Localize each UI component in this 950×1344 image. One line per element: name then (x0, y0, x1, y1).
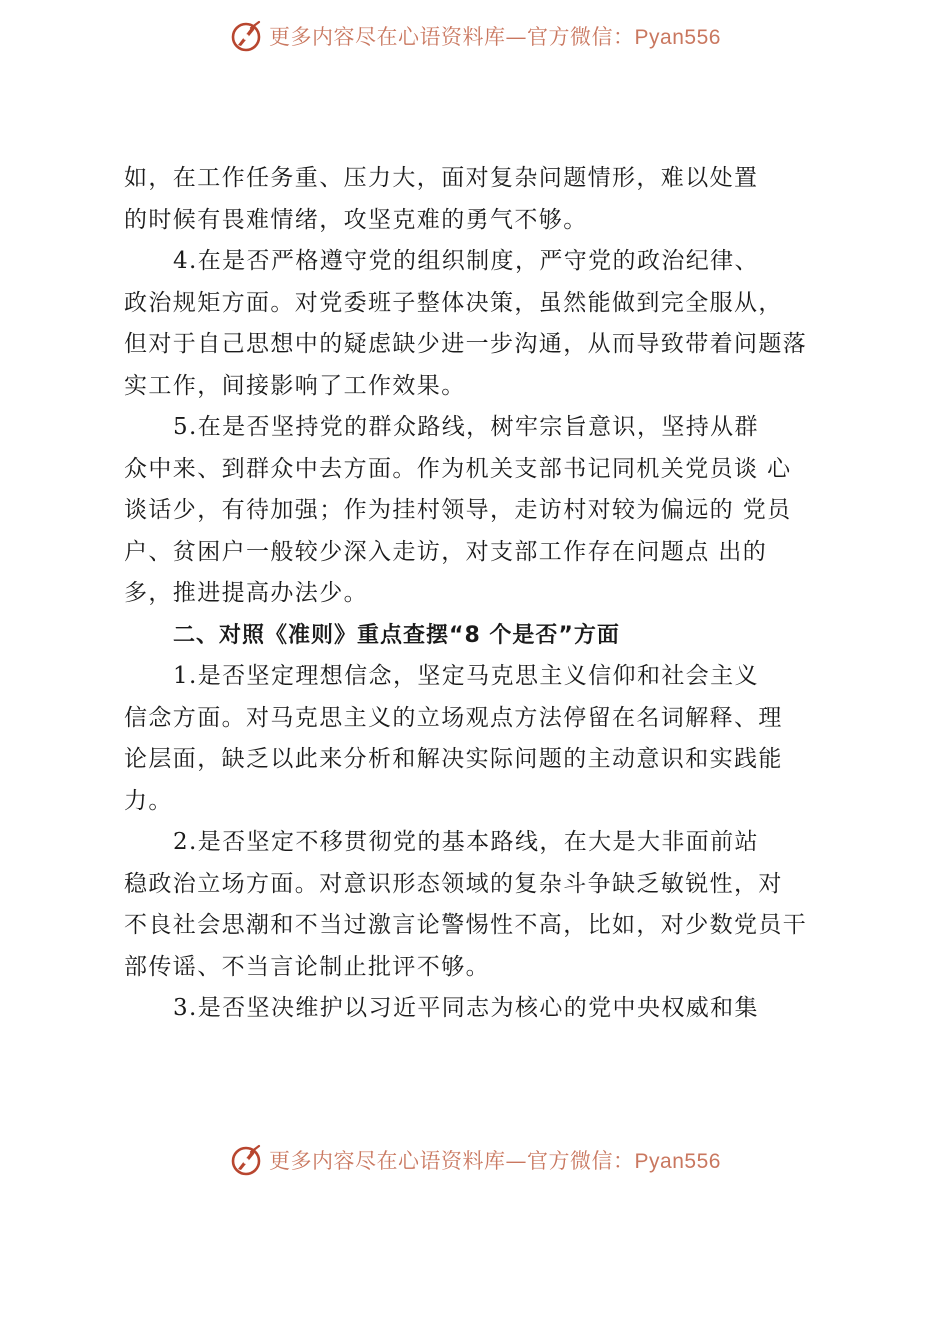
text-line: 但对于自己思想中的疑虑缺少进一步沟通，从而导致带着问题落 (124, 331, 808, 357)
text-line: 2.是否坚定不移贯彻党的基本路线，在大是大非面前站 (173, 829, 759, 855)
text-line: 不良社会思潮和不当过激言论警惕性不高，比如，对少数党员干 (124, 912, 808, 938)
text-line: 政治规矩方面。对党委班子整体决策，虽然能做到完全服从， (124, 289, 783, 316)
text-line: 稳政治立场方面。对意识形态领域的复杂斗争缺乏敏锐性，对 (124, 870, 783, 897)
text-line: 1.是否坚定理想信念，坚定马克思主义信仰和社会主义 (173, 663, 759, 689)
pen-nib-logo-icon (229, 18, 265, 54)
text-line: 5.在是否坚持党的群众路线，树牢宗旨意识，坚持从群 (173, 414, 759, 440)
text-line: 谈话少，有待加强；作为挂村领导，走访村对较为偏远的 党员 (124, 497, 792, 523)
footer-watermark (0, 1138, 950, 1182)
document-body (124, 158, 830, 1030)
header-watermark (0, 14, 950, 58)
text-line: 4.在是否严格遵守党的组织制度，严守党的政治纪律、 (173, 248, 759, 274)
text-line: 的时候有畏难情绪，攻坚克难的勇气不够。 (124, 206, 588, 233)
pen-nib-logo-icon (229, 1142, 265, 1178)
text-line: 实工作，间接影响了工作效果。 (124, 372, 466, 399)
text-line: 部传谣、不当言论制止批评不够。 (124, 953, 490, 980)
text-line: 论层面，缺乏以此来分析和解决实际问题的主动意识和实践能 (124, 746, 783, 772)
watermark-text: 更多内容尽在心语资料库—官方微信：Pyan556 (269, 1149, 721, 1173)
text-line: 信念方面。对马克思主义的立场观点方法停留在名词解释、理 (124, 704, 783, 731)
watermark-text: 更多内容尽在心语资料库—官方微信：Pyan556 (269, 25, 721, 49)
text-line: 3.是否坚决维护以习近平同志为核心的党中央权威和集 (173, 995, 759, 1021)
text-line: 如，在工作任务重、压力大，面对复杂问题情形，难以处置 (124, 165, 759, 191)
text-line: 力。 (124, 787, 173, 814)
text-line: 众中来、到群众中去方面。作为机关支部书记同机关党员谈 心 (124, 455, 792, 482)
section-heading: 二、对照《准则》重点查摆“8 个是否”方面 (173, 622, 620, 648)
text-line: 多，推进提高办法少。 (124, 580, 368, 606)
text-line: 户、贫困户一般较少深入走访，对支部工作存在问题点 出的 (124, 538, 768, 565)
